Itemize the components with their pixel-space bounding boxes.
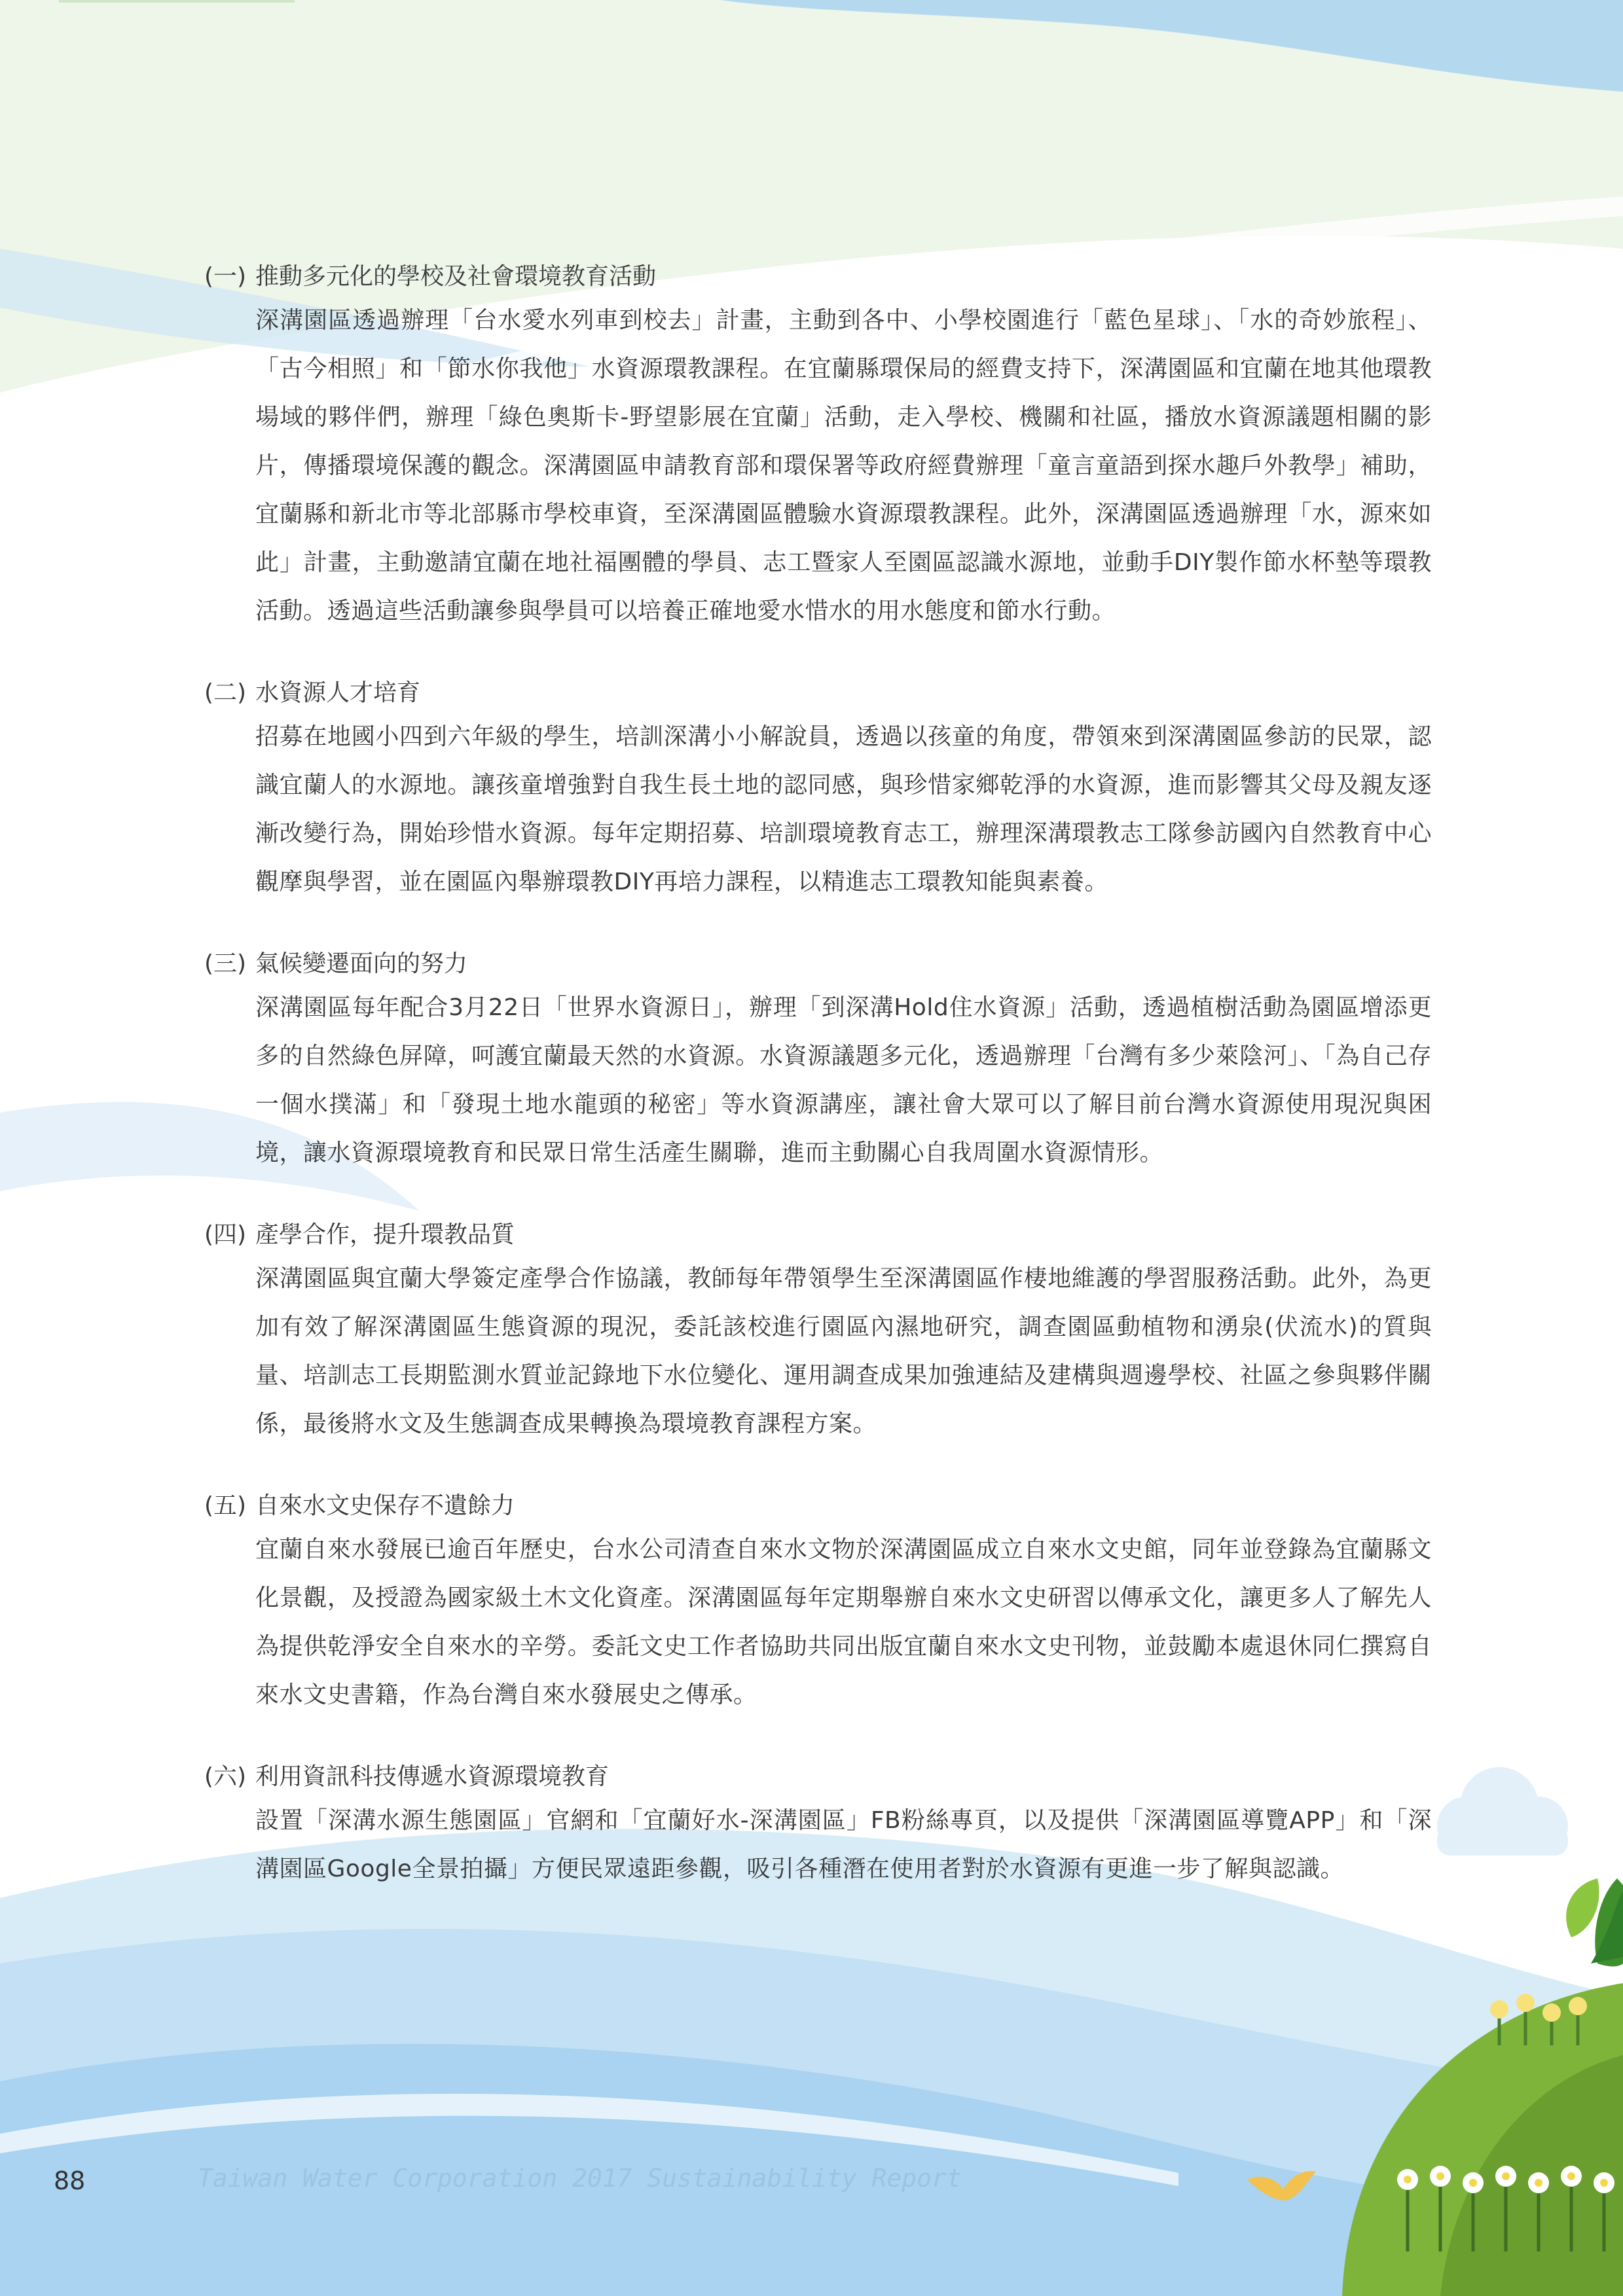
section-title: 推動多元化的學校及社會環境教育活動: [255, 263, 657, 290]
section-body: 深溝園區與宜蘭大學簽定產學合作協議，教師每年帶領學生至深溝園區作棲地維護的學習服務活動。此外，為更加有效了解深溝園區生態資源的現況，委託該校進行園區內濕地研究，調查園區動植物和湧泉(伏流水)的質與量、培訓志工長期監測水質並記錄地下水位變化、運用調查成果加強連結及建構與週邊學校、社區之參與夥伴關係，最後將水文及生態調查成果轉換為環境教育課程方案。: [255, 1265, 1432, 1437]
section-4: [204, 1215, 1432, 1448]
section-3: [204, 944, 1432, 1177]
section-heading: [204, 257, 1432, 296]
section-heading: [204, 1486, 1432, 1526]
section-body: 設置「深溝水源生態園區」官網和「宜蘭好水-深溝園區」FB粉絲專頁，以及提供「深溝園區導覽APP」和「深溝園區Google全景拍攝」方便民眾遠距參觀，吸引各種潛在使用者對於水資源有更進一步了解與認識。: [255, 1807, 1432, 1882]
section-body: 深溝園區透過辦理「台水愛水列車到校去」計畫，主動到各中、小學校園進行「藍色星球」、「水的奇妙旅程」、「古今相照」和「節水你我他」水資源環教課程。在宜蘭縣環保局的經費支持下，深溝園區和宜蘭在地其他環教場域的夥伴們，辦理「綠色奧斯卡-野望影展在宜蘭」活動，走入學校、機關和社區，播放水資源議題相關的影片，傳播環境保護的觀念。深溝園區申請教育部和環保署等政府經費辦理「童言童語到探水趣戶外教學」補助，宜蘭縣和新北市等北部縣市學校車資，至深溝園區體驗水資源環教課程。此外，深溝園區透過辦理「水，源來如此」計畫，主動邀請宜蘭在地社福團體的學員、志工暨家人至園區認識水源地，並動手DIY製作節水杯墊等環教活動。透過這些活動讓參與學員可以培養正確地愛水惜水的用水態度和節水行動。: [255, 307, 1432, 624]
section-body: 招募在地國小四到六年級的學生，培訓深溝小小解說員，透過以孩童的角度，帶領來到深溝園區參訪的民眾，認識宜蘭人的水源地。讓孩童增強對自我生長土地的認同感，與珍惜家鄉乾淨的水資源，進而影響其父母及親友逐漸改變行為，開始珍惜水資源。每年定期招募、培訓環境教育志工，辦理深溝環教志工隊參訪國內自然教育中心觀摩與學習，並在園區內舉辦環教DIY再培力課程，以精進志工環教知能與素養。: [255, 723, 1432, 895]
section-title: 氣候變遷面向的努力: [255, 950, 468, 977]
section-number: (六): [204, 1763, 247, 1790]
section-2: [204, 673, 1432, 906]
main-content: [204, 257, 1432, 1931]
section-heading: [204, 1757, 1432, 1797]
section-title: 利用資訊科技傳遞水資源環境教育: [255, 1763, 610, 1790]
section-6: [204, 1757, 1432, 1893]
section-title: 產學合作，提升環教品質: [255, 1221, 515, 1248]
top-left-mark: [59, 0, 295, 3]
section-number: (五): [204, 1492, 247, 1519]
footer-report-title: Taiwan Water Corporation 2017 Sustainability Report: [198, 2164, 962, 2193]
section-heading: [204, 1215, 1432, 1255]
section-1: [204, 257, 1432, 636]
section-number: (三): [204, 950, 247, 977]
section-title: 自來水文史保存不遺餘力: [255, 1492, 515, 1519]
section-heading: [204, 944, 1432, 984]
cloud-icon: [1437, 1767, 1568, 1856]
section-title: 水資源人才培育: [255, 679, 421, 706]
section-5: [204, 1486, 1432, 1719]
section-body: 宜蘭自來水發展已逾百年歷史，台水公司清查自來水文物於深溝園區成立自來水文史館，同年並登錄為宜蘭縣文化景觀，及授證為國家級土木文化資產。深溝園區每年定期舉辦自來水文史研習以傳承文化，讓更多人了解先人為提供乾淨安全自來水的辛勞。委託文史工作者協助共同出版宜蘭自來水文史刊物，並鼓勵本處退休同仁撰寫自來水文史書籍，作為台灣自來水發展史之傳承。: [255, 1536, 1432, 1708]
section-heading: [204, 673, 1432, 713]
leaf-icon: [1566, 1878, 1599, 1937]
page-number: 88: [54, 2166, 86, 2195]
section-number: (二): [204, 679, 247, 706]
section-number: (四): [204, 1221, 247, 1248]
section-number: (一): [204, 263, 247, 290]
section-body: 深溝園區每年配合3月22日「世界水資源日」，辦理「到深溝Hold住水資源」活動，透過植樹活動為園區增添更多的自然綠色屏障，呵護宜蘭最天然的水資源。水資源議題多元化，透過辦理「台灣有多少萊陰河」、「為自己存一個水撲滿」和「發現土地水龍頭的秘密」等水資源講座，讓社會大眾可以了解目前台灣水資源使用現況與困境，讓水資源環境教育和民眾日常生活產生關聯，進而主動關心自我周圍水資源情形。: [255, 994, 1432, 1166]
